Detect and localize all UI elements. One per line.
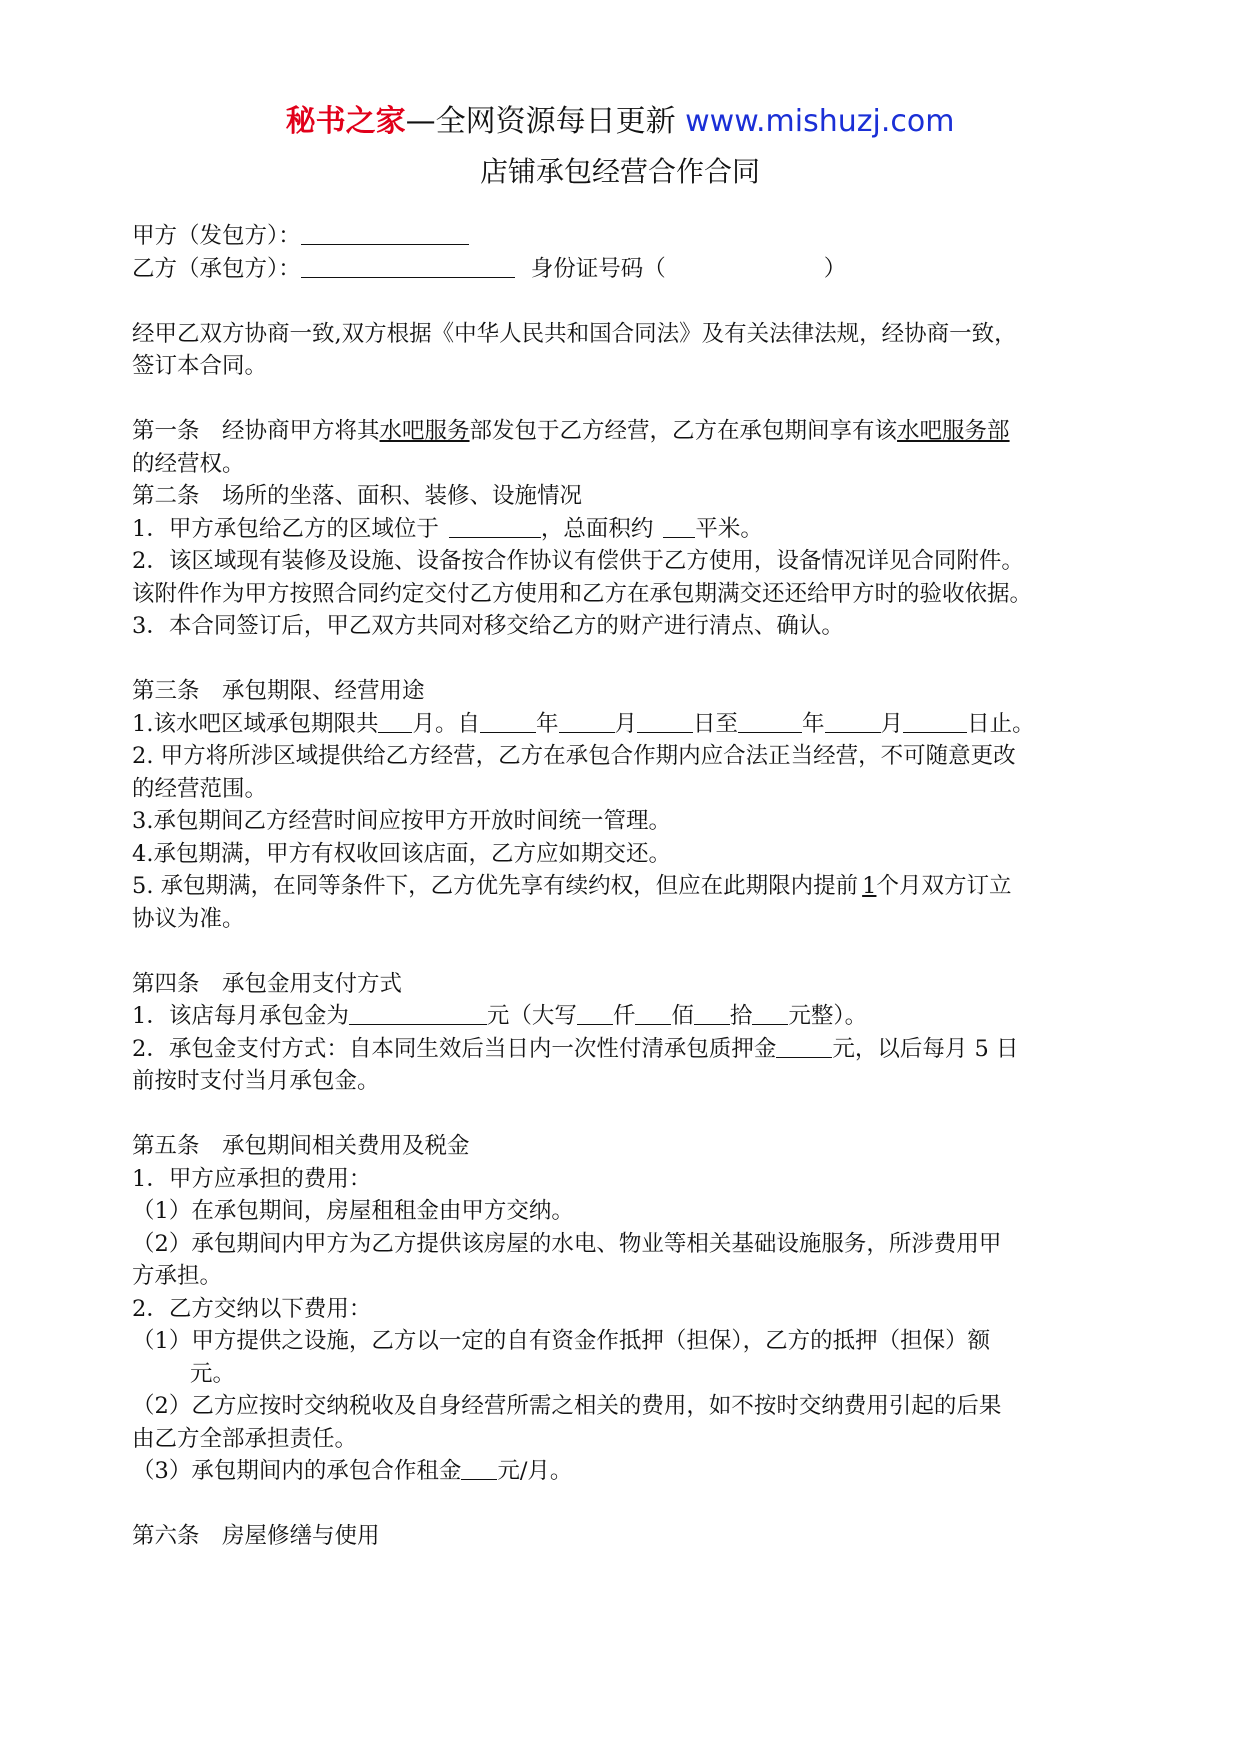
article-5-item-2: 2．乙方交纳以下费用： [132, 1295, 372, 1322]
article-5-item-1-2-line-1: （2）承包期间内甲方为乙方提供该房屋的水电、物业等相关基础设施服务，所涉费用甲 [132, 1230, 1002, 1257]
fee-text-3: 仟 [612, 1003, 636, 1029]
end-year-blank[interactable] [738, 710, 802, 733]
site-header [0, 102, 1240, 142]
document-title: 店铺承包经营合作合同 [479, 155, 760, 188]
article-3-title: 第三条 承包期限、经营用途 [132, 678, 425, 704]
article-3-item-3: 3.承包期间乙方经营时间应按甲方开放时间统一管理。 [132, 808, 671, 834]
start-month-blank[interactable] [559, 710, 615, 733]
end-month-blank[interactable] [825, 710, 881, 733]
article-5-item-2-1-line-1: （1）甲方提供之设施，乙方以一定的自有资金作抵押（担保），乙方的抵押（担保）额 [132, 1328, 991, 1354]
article-5-item-1-1: （1）在承包期间，房屋租租金由甲方交纳。 [132, 1198, 574, 1224]
term-text-7: 月 [880, 710, 904, 737]
party-b-line [132, 253, 1122, 286]
article-5-item-2-3 [132, 1455, 1122, 1488]
article-5-item-1-2-line-2: 方承担。 [132, 1263, 223, 1289]
article-4-item-2-text-a: 2．承包金支付方式：自本同生效后当日内一次性付清承包质押金 [132, 1035, 777, 1062]
end-day-blank[interactable] [903, 710, 967, 733]
article-4-item-1 [132, 1000, 1122, 1033]
article-5-title: 第五条 承包期间相关费用及税金 [132, 1133, 470, 1159]
fee-tens-blank[interactable] [694, 1002, 730, 1025]
fee-hundreds-blank[interactable] [635, 1002, 671, 1025]
article-2-title: 第二条 场所的坐落、面积、装修、设施情况 [132, 483, 583, 509]
article-1-underlined-a: 水吧服务 [379, 418, 470, 444]
header-slogan: —全网资源每日更新 [405, 104, 676, 139]
article-5-item-2-1-line-2: 元。 [190, 1360, 236, 1387]
monthly-fee-blank[interactable] [349, 1002, 487, 1025]
article-3-item-5-text-b: 个月双方订立 [876, 873, 1012, 899]
article-3-item-5-line-1 [132, 870, 1122, 903]
fee-text-2: 元（大写 [486, 1003, 577, 1029]
party-b-label: 乙方（承包方）： [132, 255, 301, 282]
article-2-item-2-line-2: 该附件作为甲方按照合同约定交付乙方使用和乙方在承包期满交还还给甲方时的验收依据。 [132, 580, 1033, 607]
fee-units-blank[interactable] [752, 1002, 788, 1025]
fee-text-4: 佰 [671, 1003, 694, 1029]
article-2-item-3: 3．本合同签订后，甲乙双方共同对移交给乙方的财产进行清点、确认。 [132, 613, 844, 639]
article-2-item-1 [132, 513, 1122, 546]
start-day-blank[interactable] [637, 710, 693, 733]
start-year-blank[interactable] [480, 710, 536, 733]
rent-blank[interactable] [461, 1457, 497, 1480]
article-1-line-1 [132, 415, 1122, 448]
article-2-item-1-text-c: 平米。 [695, 515, 763, 542]
article-3-item-5-text-a: 5. 承包期满，在同等条件下，乙方优先享有续约权，但应在此期限内提前 [132, 873, 859, 899]
deposit-blank[interactable] [776, 1035, 832, 1058]
article-1-text-a: 第一条 经协商甲方将其 [132, 418, 380, 444]
term-text-5: 日至 [693, 710, 739, 737]
article-3-item-2-line-1: 2. 甲方将所涉区域提供给乙方经营，乙方在承包合作期内应合法正当经营，不可随意更改 [132, 743, 1016, 769]
site-url[interactable]: www.mishuzj.com [685, 104, 955, 139]
article-5-item-1: 1．甲方应承担的费用： [132, 1165, 372, 1192]
preamble-line-1: 经甲乙双方协商一致,双方根据《中华人民共和国合同法》及有关法律法规，经协商一致， [132, 320, 1017, 347]
article-3-item-5-line-2: 协议为准。 [132, 905, 245, 932]
article-6-title: 第六条 房屋修缮与使用 [132, 1523, 380, 1549]
location-blank[interactable] [449, 515, 541, 538]
fee-text-1: 1．该店每月承包金为 [132, 1003, 349, 1029]
area-blank[interactable] [663, 515, 695, 538]
renewal-months-value: 1 [862, 873, 877, 899]
article-5-item-2-2-line-1: （2）乙方应按时交纳税收及自身经营所需之相关的费用，如不按时交纳费用引起的后果 [132, 1393, 1002, 1419]
contract-body [132, 220, 1122, 1553]
term-text-2: 月。自 [412, 710, 480, 737]
id-number-label: 身份证号码（ [530, 255, 666, 282]
term-text-1: 1.该水吧区域承包期限共 [132, 710, 379, 737]
term-months-blank[interactable] [378, 710, 412, 733]
article-5-item-2-3-text-a: （3）承包期间内的承包合作租金 [132, 1458, 462, 1484]
article-1-line-2: 的经营权。 [132, 450, 245, 477]
party-a-blank[interactable] [301, 222, 469, 245]
party-a-label: 甲方（发包方）： [132, 223, 301, 249]
article-5-item-2-2-line-2: 由乙方全部承担责任。 [132, 1425, 358, 1452]
article-4-item-2-line-2: 前按时支付当月承包金。 [132, 1068, 380, 1094]
term-text-3: 年 [535, 710, 559, 737]
term-text-8: 日止。 [967, 710, 1035, 737]
article-3-item-1 [132, 708, 1122, 741]
term-text-6: 年 [802, 710, 825, 737]
fee-text-6: 元整）。 [788, 1003, 868, 1029]
article-2-item-1-text-a: 1．甲方承包给乙方的区域位于 [132, 515, 439, 542]
brand-name: 秘书之家 [285, 104, 406, 139]
party-a-line [132, 220, 1122, 253]
fee-text-5: 拾 [729, 1003, 753, 1029]
article-4-item-2-line-1 [132, 1033, 1122, 1066]
party-b-blank[interactable] [301, 255, 515, 278]
article-2-item-2-line-1: 2．该区域现有装修及设施、设备按合作协议有偿供于乙方使用，设备情况详见合同附件。 [132, 548, 1024, 574]
id-number-close: ） [823, 255, 847, 282]
article-3-item-4: 4.承包期满，甲方有权收回该店面，乙方应如期交还。 [132, 840, 671, 867]
term-text-4: 月 [614, 710, 638, 737]
article-5-item-2-3-text-b: 元/月。 [497, 1458, 573, 1484]
article-1-text-b: 部发包于乙方经营，乙方在承包期间享有该 [469, 418, 898, 444]
article-3-item-2-line-2: 的经营范围。 [132, 775, 268, 802]
preamble-line-2: 签订本合同。 [132, 353, 268, 379]
article-2-item-1-text-b: ，总面积约 [540, 515, 654, 542]
article-4-title: 第四条 承包金用支付方式 [132, 970, 403, 997]
fee-thousands-blank[interactable] [577, 1002, 613, 1025]
article-4-item-2-text-b: 元，以后每月 5 日 [832, 1035, 1019, 1062]
article-1-underlined-b: 水吧服务部 [897, 418, 1010, 444]
